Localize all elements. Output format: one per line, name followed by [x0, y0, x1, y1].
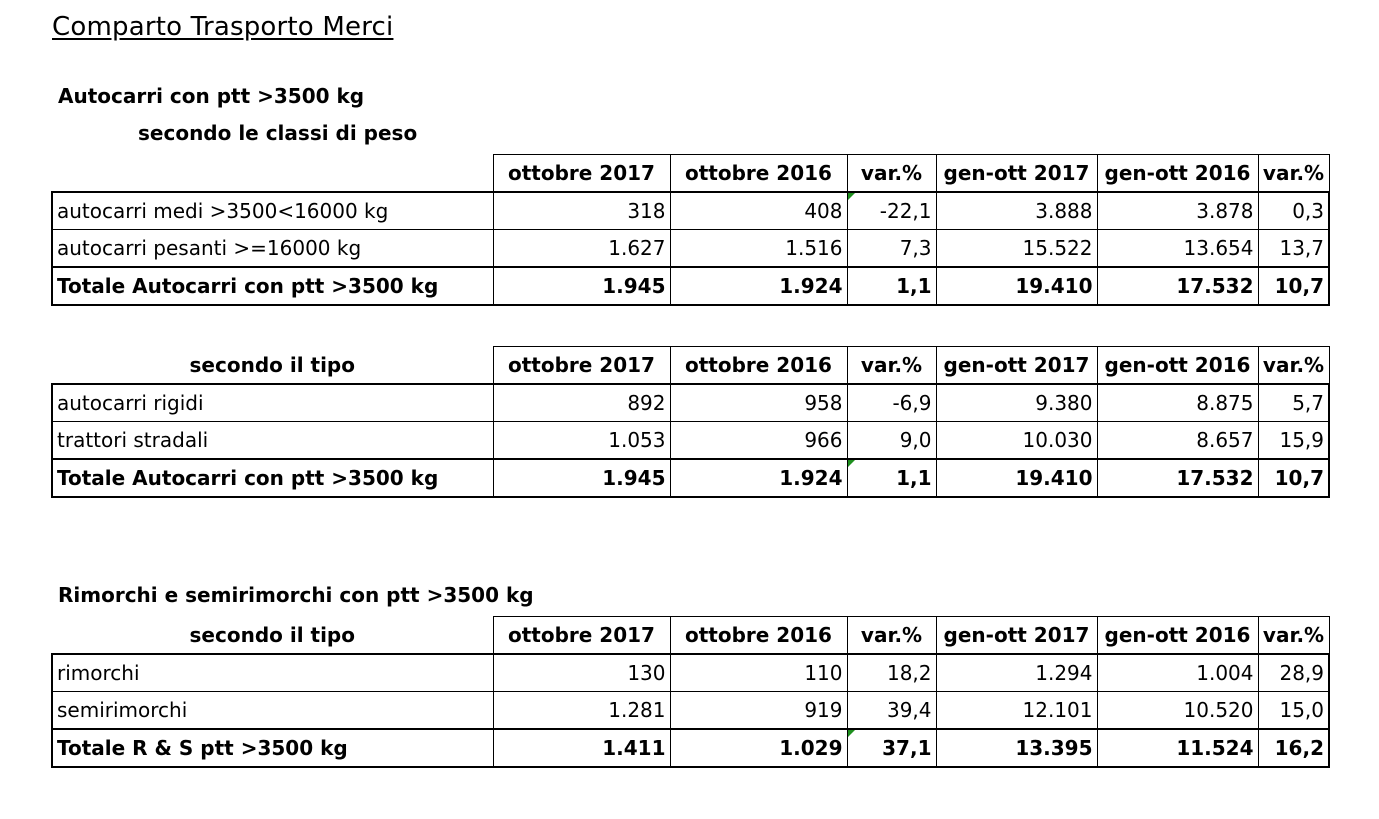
cell-value: 10.030	[936, 422, 1097, 460]
cell-value: 37,1	[847, 729, 936, 767]
header-label: secondo il tipo	[52, 617, 493, 655]
cell-value: 28,9	[1258, 654, 1329, 692]
cell-value: 10.520	[1097, 692, 1258, 730]
cell-value: 966	[670, 422, 847, 460]
cell-value: 19.410	[936, 267, 1097, 305]
column-header: gen-ott 2016	[1097, 617, 1258, 655]
cell-value: 13.395	[936, 729, 1097, 767]
cell-value: 1.627	[493, 230, 670, 268]
cell-value: 110	[670, 654, 847, 692]
row-label: Totale Autocarri con ptt >3500 kg	[52, 267, 493, 305]
cell-value: 1.281	[493, 692, 670, 730]
row-label: autocarri rigidi	[52, 384, 493, 422]
cell-value: 8.875	[1097, 384, 1258, 422]
header-blank-cell	[52, 155, 493, 193]
row-label: Totale Autocarri con ptt >3500 kg	[52, 459, 493, 497]
cell-value: 1.004	[1097, 654, 1258, 692]
column-header: ottobre 2016	[670, 155, 847, 193]
cell-value: 15,0	[1258, 692, 1329, 730]
cell-value: 16,2	[1258, 729, 1329, 767]
column-header: gen-ott 2017	[936, 347, 1097, 385]
row-label: trattori stradali	[52, 422, 493, 460]
table-row	[52, 692, 1329, 730]
cell-value: 0,3	[1258, 192, 1329, 230]
cell-value: -22,1	[847, 192, 936, 230]
cell-value: 1.411	[493, 729, 670, 767]
column-header: var.%	[1258, 347, 1329, 385]
cell-value: 17.532	[1097, 267, 1258, 305]
table-row	[52, 654, 1329, 692]
section1-subheading: secondo le classi di peso	[138, 121, 418, 145]
cell-value: 1.924	[670, 267, 847, 305]
column-header: var.%	[1258, 617, 1329, 655]
cell-value: 7,3	[847, 230, 936, 268]
column-header: ottobre 2017	[493, 347, 670, 385]
table-autocarri-peso	[51, 154, 1330, 306]
table-total-row	[52, 459, 1329, 497]
cell-value: 1.053	[493, 422, 670, 460]
cell-value: 1,1	[847, 267, 936, 305]
cell-value: 130	[493, 654, 670, 692]
cell-value: 10,7	[1258, 267, 1329, 305]
table-header-row	[52, 347, 1329, 385]
cell-value: 17.532	[1097, 459, 1258, 497]
row-label: autocarri pesanti >=16000 kg	[52, 230, 493, 268]
cell-value: 9,0	[847, 422, 936, 460]
row-label: autocarri medi >3500<16000 kg	[52, 192, 493, 230]
row-label: Totale R & S ptt >3500 kg	[52, 729, 493, 767]
section1-heading: Autocarri con ptt >3500 kg	[58, 84, 365, 108]
section3-heading: Rimorchi e semirimorchi con ptt >3500 kg	[58, 583, 534, 607]
cell-value: 1.945	[493, 267, 670, 305]
column-header: var.%	[847, 155, 936, 193]
cell-value: 18,2	[847, 654, 936, 692]
column-header: ottobre 2016	[670, 347, 847, 385]
cell-value: 919	[670, 692, 847, 730]
cell-value: 408	[670, 192, 847, 230]
table-row	[52, 422, 1329, 460]
column-header: gen-ott 2016	[1097, 155, 1258, 193]
row-label: rimorchi	[52, 654, 493, 692]
cell-value: 13,7	[1258, 230, 1329, 268]
table-header-row	[52, 617, 1329, 655]
cell-value: 3.878	[1097, 192, 1258, 230]
table-autocarri-tipo	[51, 346, 1330, 498]
cell-value: 318	[493, 192, 670, 230]
column-header: ottobre 2017	[493, 155, 670, 193]
cell-value: 1.924	[670, 459, 847, 497]
cell-value: 11.524	[1097, 729, 1258, 767]
table-header-row	[52, 155, 1329, 193]
table-row	[52, 192, 1329, 230]
column-header: gen-ott 2017	[936, 617, 1097, 655]
table-row	[52, 384, 1329, 422]
cell-value: 1.945	[493, 459, 670, 497]
cell-value: 1.294	[936, 654, 1097, 692]
cell-value: 3.888	[936, 192, 1097, 230]
cell-value: 1,1	[847, 459, 936, 497]
cell-value: -6,9	[847, 384, 936, 422]
table-rimorchi-tipo	[51, 616, 1330, 768]
column-header: ottobre 2017	[493, 617, 670, 655]
column-header: var.%	[1258, 155, 1329, 193]
cell-value: 10,7	[1258, 459, 1329, 497]
column-header: var.%	[847, 347, 936, 385]
column-header: gen-ott 2016	[1097, 347, 1258, 385]
cell-value: 13.654	[1097, 230, 1258, 268]
cell-value: 15,9	[1258, 422, 1329, 460]
page-title: Comparto Trasporto Merci	[52, 12, 394, 42]
cell-value: 12.101	[936, 692, 1097, 730]
cell-value: 1.029	[670, 729, 847, 767]
cell-value: 8.657	[1097, 422, 1258, 460]
cell-value: 5,7	[1258, 384, 1329, 422]
cell-value: 15.522	[936, 230, 1097, 268]
column-header: ottobre 2016	[670, 617, 847, 655]
cell-value: 19.410	[936, 459, 1097, 497]
table-total-row	[52, 267, 1329, 305]
row-label: semirimorchi	[52, 692, 493, 730]
table-total-row	[52, 729, 1329, 767]
table-row	[52, 230, 1329, 268]
cell-value: 9.380	[936, 384, 1097, 422]
header-label: secondo il tipo	[52, 347, 493, 385]
cell-value: 1.516	[670, 230, 847, 268]
cell-value: 39,4	[847, 692, 936, 730]
column-header: var.%	[847, 617, 936, 655]
cell-value: 892	[493, 384, 670, 422]
column-header: gen-ott 2017	[936, 155, 1097, 193]
cell-value: 958	[670, 384, 847, 422]
